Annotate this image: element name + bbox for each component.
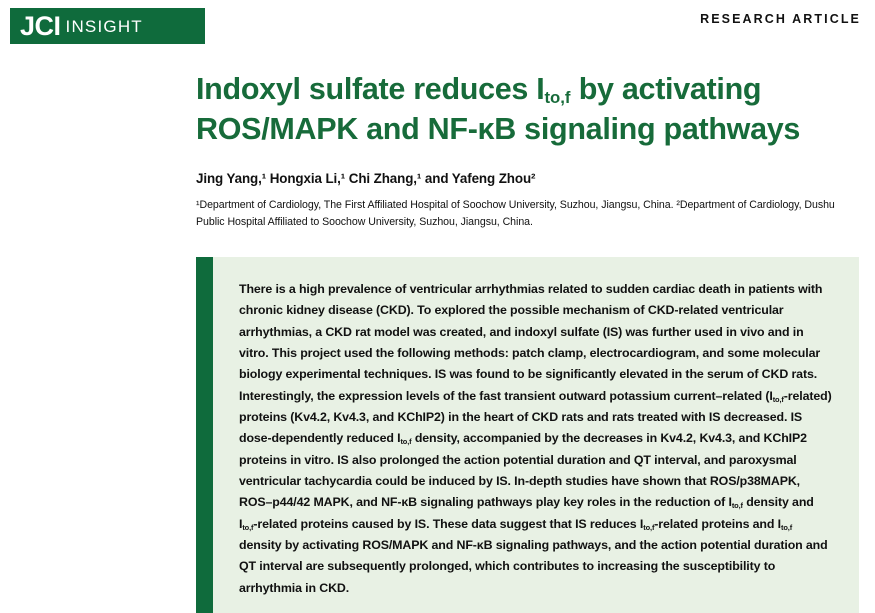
abstract-text: There is a high prevalence of ventricular arrhythmias related to sudden cardiac death in patients with chronic kidney disease (CKD). To explored the possible mechanism of CKD-related ventricular arrhythmias, a CKD rat model was created, and indoxyl sulfate (IS) was further used in vivo and in vitro. This project used the following methods: patch clamp, electrocardiogram, and some molecular biology experimental techniques. IS was found to be significantly elevated in the serum of CKD rats. Interestingly, the expression levels of the fast transient outward potassium current–related $(I_{to,f}-related)$ proteins (Kv4.2, Kv4.3, and KChIP2) in the heart of CKD rats and rats treated with IS decreased. IS dose-dependently reduced $I_{to,f}$ density, accompanied by the decreases in Kv4.2, Kv4.3, and KChIP2 proteins in vitro. IS also prolonged the action potential duration and QT interval, and paroxysmal ventricular tachycardia could be induced by IS. In-depth studies have shown that ROS/p38MAPK, ROS–p44/42 MAPK, and NF-κB signaling pathways play key roles in the reduction of $I_{to,f}$ density and $I_{to,f}$-related proteins caused by IS. These data suggest that IS reduces $I_{to,f}$-related proteins and $I_{to,f}$ density by activating ROS/MAPK and NF-κB signaling pathways, and the action potential duration and QT interval are subsequently prolonged, which contributes to increasing the susceptibility to arrhythmia in CKD. xyxy=(239,282,832,595)
author-list: Jing Yang,¹ Hongxia Li,¹ Chi Zhang,¹ and Yafeng Zhou² xyxy=(196,171,536,187)
logo-insight-text: INSIGHT xyxy=(65,16,143,36)
logo-jci-text: JCI xyxy=(20,10,61,41)
affiliations: ¹Department of Cardiology, The First Affiliated Hospital of Soochow University, Suzhou, Jiangsu, China. ²Department of Cardiology, Dushu Public Hospital Affiliated to Soochow University, Suzhou, Jiangsu, China. xyxy=(196,199,835,229)
title-subscript: to,f xyxy=(544,87,571,107)
title-line-2: ROS/MAPK and NF-κB signaling pathways xyxy=(196,111,801,146)
article-type-label: RESEARCH ARTICLE xyxy=(700,12,861,26)
title-line-1 xyxy=(196,72,761,106)
jci-insight-logo xyxy=(10,8,205,44)
abstract-section xyxy=(196,257,859,613)
page-title xyxy=(196,70,859,149)
page-header xyxy=(0,0,875,48)
title-part-b: by activating xyxy=(570,72,762,106)
abstract-panel xyxy=(213,257,859,613)
abstract-accent-bar xyxy=(196,257,213,613)
title-part-a: Indoxyl sulfate reduces I xyxy=(196,72,545,106)
article-head xyxy=(0,70,875,232)
